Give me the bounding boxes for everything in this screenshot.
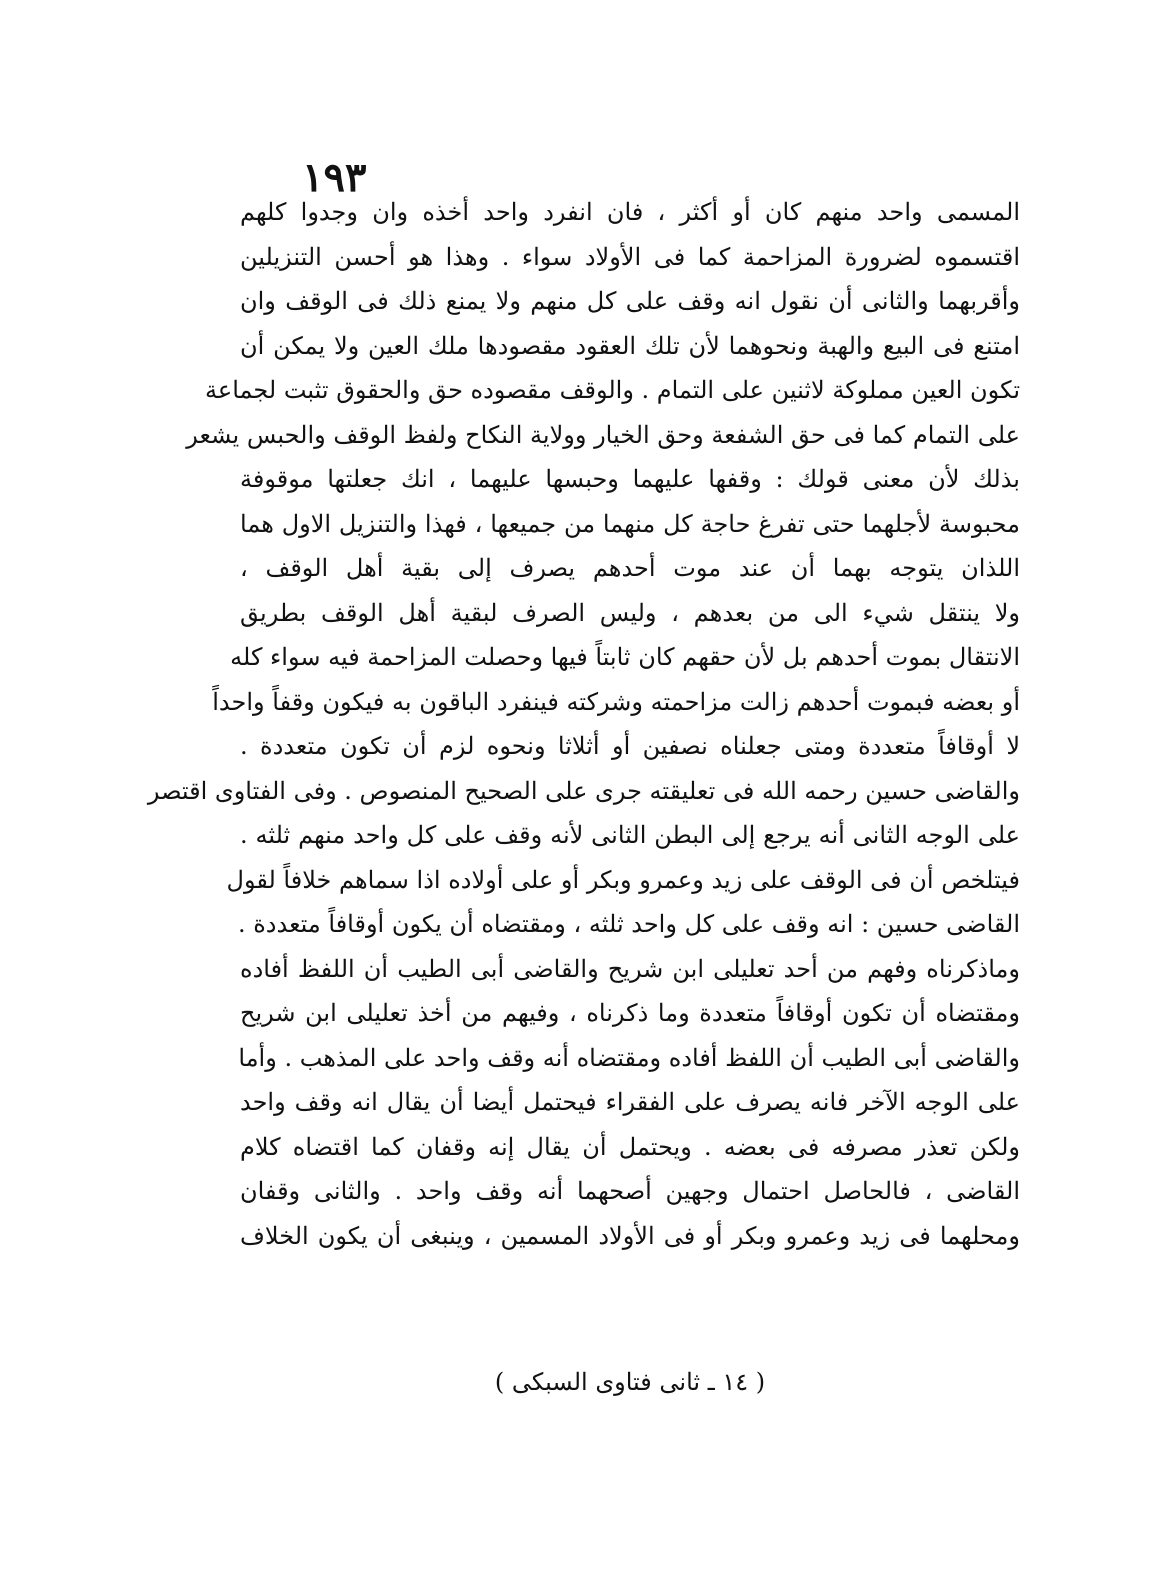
text-line: الانتقال بموت أحدهم بل لأن حقهم كان ثابتاً فيها وحصلت المزاحمة فيه سواء كله [230,643,1020,671]
text-line: محبوسة لأجلهما حتى تفرغ حاجة كل منهما من جميعها ، فهذا والتنزيل الاول هما [240,509,1020,538]
text-line: امتنع فى البيع والهبة ونحوهما لأن تلك العقود مقصودها ملك العين ولا يمكن أن [240,331,1020,360]
text-line: اقتسموه لضرورة المزاحمة كما فى الأولاد سواء . وهذا هو أحسن التنزيلين [240,242,1020,271]
text-line: القاضى ، فالحاصل احتمال وجهين أصحهما أنه وقف واحد . والثانى وقفان [240,1177,1020,1205]
body-text [147,190,1021,1258]
text-line: ومحلهما فى زيد وعمرو وبكر أو فى الأولاد المسمين ، وينبغى أن يكون الخلاف [240,1221,1020,1250]
page-number: ١٩٣ [302,154,367,201]
text-line: المسمى واحد منهم كان أو أكثر ، فان انفرد واحد أخذه وان وجدوا كلهم [240,198,1020,226]
text-line: اللذان يتوجه بهما أن عند موت أحدهم يصرف إلى بقية أهل الوقف ، [240,554,1020,582]
text-line: تكون العين مملوكة لاثنين على التمام . والوقف مقصوده حق والحقوق تثبت لجماعة [205,376,1020,404]
text-line: وماذكرناه وفهم من أحد تعليلى ابن شريح والقاضى أبى الطيب أن اللفظ أفاده [240,954,1020,983]
text-line: على الوجه الآخر فانه يصرف على الفقراء فيحتمل أيضا أن يقال انه وقف واحد [240,1088,1020,1116]
text-line: ومقتضاه أن تكون أوقافاً متعددة وما ذكرناه ، وفيهم من أخذ تعليلى ابن شريح [240,999,1021,1027]
text-line: القاضى حسين : انه وقف على كل واحد ثلثه ، ومقتضاه أن يكون أوقافاً متعددة . [237,910,1020,938]
text-line: على التمام كما فى حق الشفعة وحق الخيار وولاية النكاح ولفظ الوقف والحبس يشعر [186,420,1020,449]
text-line: لا أوقافاً متعددة ومتى جعلناه نصفين أو أثلاثا ونحوه لزم أن تكون متعددة . [240,732,1021,760]
text-line: والقاضى حسين رحمه الله فى تعليقته جرى على الصحيح المنصوص . وفى الفتاوى اقتصر [147,776,1020,805]
page-footer: ( ١٤ ـ ثانى فتاوى السبكى ) [494,1368,766,1396]
text-line: ولكن تعذر مصرفه فى بعضه . ويحتمل أن يقال إنه وقفان كما اقتضاه كلام [240,1132,1020,1161]
text-line: ولا ينتقل شيء الى من بعدهم ، وليس الصرف لبقية أهل الوقف بطريق [240,598,1020,627]
text-line: على الوجه الثانى أنه يرجع إلى البطن الثانى لأنه وقف على كل واحد منهم ثلثه . [240,821,1020,849]
text-line: بذلك لأن معنى قولك : وقفها عليهما وحبسها عليهما ، انك جعلتها موقوفة [240,465,1020,493]
text-line: وأقربهما والثانى أن نقول انه وقف على كل منهم ولا يمنع ذلك فى الوقف وان [240,287,1020,315]
text-line: فيتلخص أن فى الوقف على زيد وعمرو وبكر أو على أولاده اذا سماهم خلافاً لقول [226,865,1020,894]
text-line: والقاضى أبى الطيب أن اللفظ أفاده ومقتضاه أنه وقف واحد على المذهب . وأما [238,1043,1020,1072]
text-line: أو بعضه فبموت أحدهم زالت مزاحمته وشركته فينفرد الباقون به فيكون وقفاً واحداً [212,687,1020,716]
